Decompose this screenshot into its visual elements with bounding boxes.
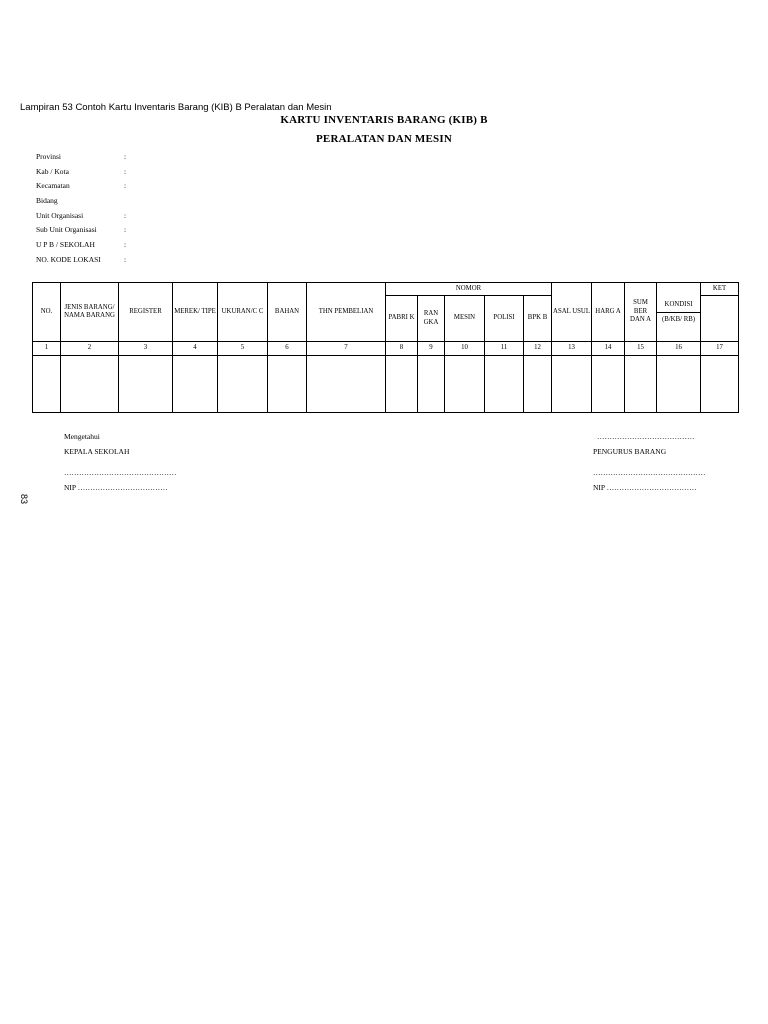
field-colon: : <box>124 166 127 176</box>
table-cell <box>218 356 268 413</box>
field-label: Provinsi <box>36 152 62 161</box>
field-unit-organisasi <box>36 211 236 226</box>
table-row <box>33 356 739 413</box>
field-label: NO. KODE LOKASI <box>36 254 101 264</box>
card-subtitle: PERALATAN DAN MESIN <box>315 133 452 145</box>
table-cell <box>119 356 173 413</box>
column-number: 11 <box>485 342 524 356</box>
table-cell <box>625 356 657 413</box>
table-cell <box>552 356 592 413</box>
page-number: 83 <box>19 494 29 505</box>
column-number: 2 <box>61 342 119 356</box>
card-title: KARTU INVENTARIS BARANG (KIB) B <box>280 114 488 126</box>
table-cell <box>307 356 386 413</box>
table-cell <box>701 356 739 413</box>
field-colon: : <box>124 210 127 220</box>
header-bpkb: BPK B <box>524 296 552 342</box>
header-jenis-barang: JENIS BARANG/ NAMA BARANG <box>61 283 119 342</box>
field-bidang <box>36 196 236 211</box>
column-number-row <box>33 342 739 356</box>
kepala-sekolah-name-line: ……………………………………… <box>64 468 177 477</box>
column-number: 5 <box>218 342 268 356</box>
table-cell <box>524 356 552 413</box>
header-sumber-dana: SUM BER DAN A <box>625 283 657 342</box>
header-thn-pembelian: THN PEMBELIAN <box>307 283 386 342</box>
field-label: Kab / Kota <box>36 166 69 176</box>
header-pabrik: PABRI K <box>386 296 418 342</box>
field-kab-kota <box>36 167 236 182</box>
field-sub-unit-organisasi <box>36 225 236 240</box>
field-label: Kecamatan <box>36 181 70 191</box>
header-polisi: POLISI <box>485 296 524 342</box>
table-cell <box>268 356 307 413</box>
field-kecamatan <box>36 181 236 196</box>
pengurus-barang-nip: NIP ……………………………… <box>593 483 697 492</box>
field-kode-lokasi <box>36 255 236 270</box>
header-mesin: MESIN <box>445 296 485 342</box>
field-label: Bidang <box>36 196 58 206</box>
identity-fields <box>36 152 236 270</box>
field-provinsi <box>36 152 236 167</box>
column-number: 12 <box>524 342 552 356</box>
mengetahui-label: Mengetahui <box>64 432 100 441</box>
header-ket-blank <box>701 296 739 342</box>
header-harga: HARG A <box>592 283 625 342</box>
column-number: 4 <box>173 342 218 356</box>
inventory-table <box>32 282 739 413</box>
field-colon: : <box>124 225 127 235</box>
pengurus-barang-label: PENGURUS BARANG <box>593 447 667 456</box>
table-cell <box>418 356 445 413</box>
column-number: 14 <box>592 342 625 356</box>
document-caption: Lampiran 53 Contoh Kartu Inventaris Barang (KIB) B Peralatan dan Mesin <box>20 102 332 113</box>
column-number: 3 <box>119 342 173 356</box>
date-place-line: ………………………………… <box>597 432 695 441</box>
table-cell <box>386 356 418 413</box>
header-bahan: BAHAN <box>268 283 307 342</box>
header-asal-usul: ASAL USUL <box>552 283 592 342</box>
column-number: 17 <box>701 342 739 356</box>
kepala-sekolah-label: KEPALA SEKOLAH <box>64 447 130 456</box>
table-cell <box>33 356 61 413</box>
header-ket: KET <box>701 283 739 296</box>
header-kondisi-label: KONDISI <box>657 299 700 313</box>
header-nomor: NOMOR <box>386 283 552 296</box>
header-kondisi-sub: (B/KB/ RB) <box>662 316 696 323</box>
column-number: 13 <box>552 342 592 356</box>
header-merek-tipe: MEREK/ TIPE <box>173 283 218 342</box>
table-cell <box>592 356 625 413</box>
field-label: Unit Organisasi <box>36 210 84 220</box>
table-cell <box>485 356 524 413</box>
column-number: 15 <box>625 342 657 356</box>
column-number: 9 <box>418 342 445 356</box>
field-colon: : <box>124 152 127 161</box>
table-cell <box>61 356 119 413</box>
field-colon: : <box>124 240 127 250</box>
column-number: 10 <box>445 342 485 356</box>
column-number: 8 <box>386 342 418 356</box>
header-rangka: RAN GKA <box>418 296 445 342</box>
field-label: U P B / SEKOLAH <box>36 240 95 250</box>
column-number: 16 <box>657 342 701 356</box>
column-number: 1 <box>33 342 61 356</box>
header-register: REGISTER <box>119 283 173 342</box>
column-number: 6 <box>268 342 307 356</box>
field-colon: : <box>124 181 127 191</box>
header-ukuran-cc: UKURAN/C C <box>218 283 268 342</box>
table-cell <box>173 356 218 413</box>
kepala-sekolah-nip: NIP ……………………………… <box>64 483 168 492</box>
header-no: NO. <box>33 283 61 342</box>
field-colon: : <box>124 254 127 264</box>
table-cell <box>657 356 701 413</box>
field-label: Sub Unit Organisasi <box>36 225 97 235</box>
header-kondisi <box>657 283 701 342</box>
pengurus-barang-name-line: ……………………………………… <box>593 468 706 477</box>
column-number: 7 <box>307 342 386 356</box>
table-cell <box>445 356 485 413</box>
field-upb-sekolah <box>36 240 236 255</box>
